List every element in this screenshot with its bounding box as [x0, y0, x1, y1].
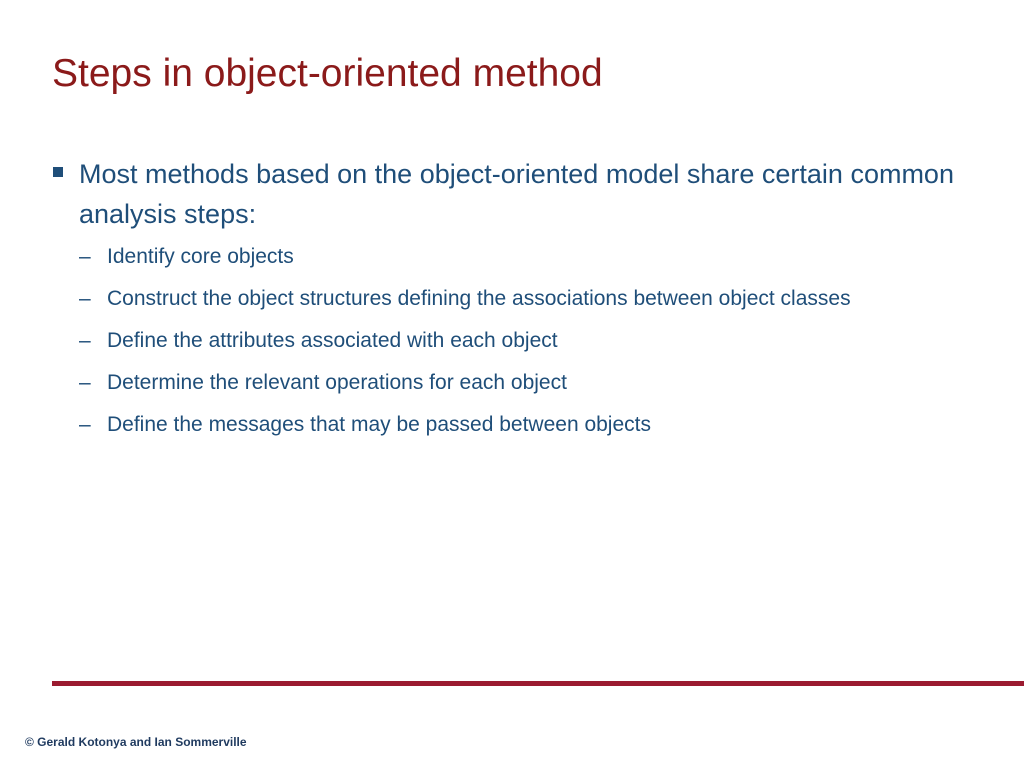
square-bullet-icon [53, 167, 63, 177]
sub-bullet-item [79, 366, 992, 399]
dash-bullet-icon: – [79, 371, 91, 394]
sub-bullet-item [79, 282, 992, 315]
dash-bullet-icon: – [79, 329, 91, 352]
footer-divider [52, 681, 1024, 686]
sub-bullet-text: Identify core objects [107, 245, 294, 268]
sub-bullet-text: Define the messages that may be passed between objects [107, 413, 651, 436]
sub-bullet-item [79, 408, 992, 441]
sub-bullet-item [79, 240, 992, 273]
dash-bullet-icon: – [79, 413, 91, 436]
sub-bullet-text: Construct the object structures defining the associations between object classes [107, 287, 851, 310]
slide-title: Steps in object-oriented method [52, 52, 603, 95]
bullet-text: Most methods based on the object-oriented model share certain common analysis steps: [79, 159, 954, 229]
sub-bullet-text: Define the attributes associated with each object [107, 329, 558, 352]
footer-copyright: © Gerald Kotonya and Ian Sommerville [25, 735, 247, 749]
sub-bullet-item [79, 324, 992, 357]
bullet-item [52, 154, 992, 234]
slide-content [52, 154, 992, 450]
dash-bullet-icon: – [79, 245, 91, 268]
sub-bullet-list [52, 240, 992, 441]
sub-bullet-text: Determine the relevant operations for each object [107, 371, 567, 394]
dash-bullet-icon: – [79, 287, 91, 310]
